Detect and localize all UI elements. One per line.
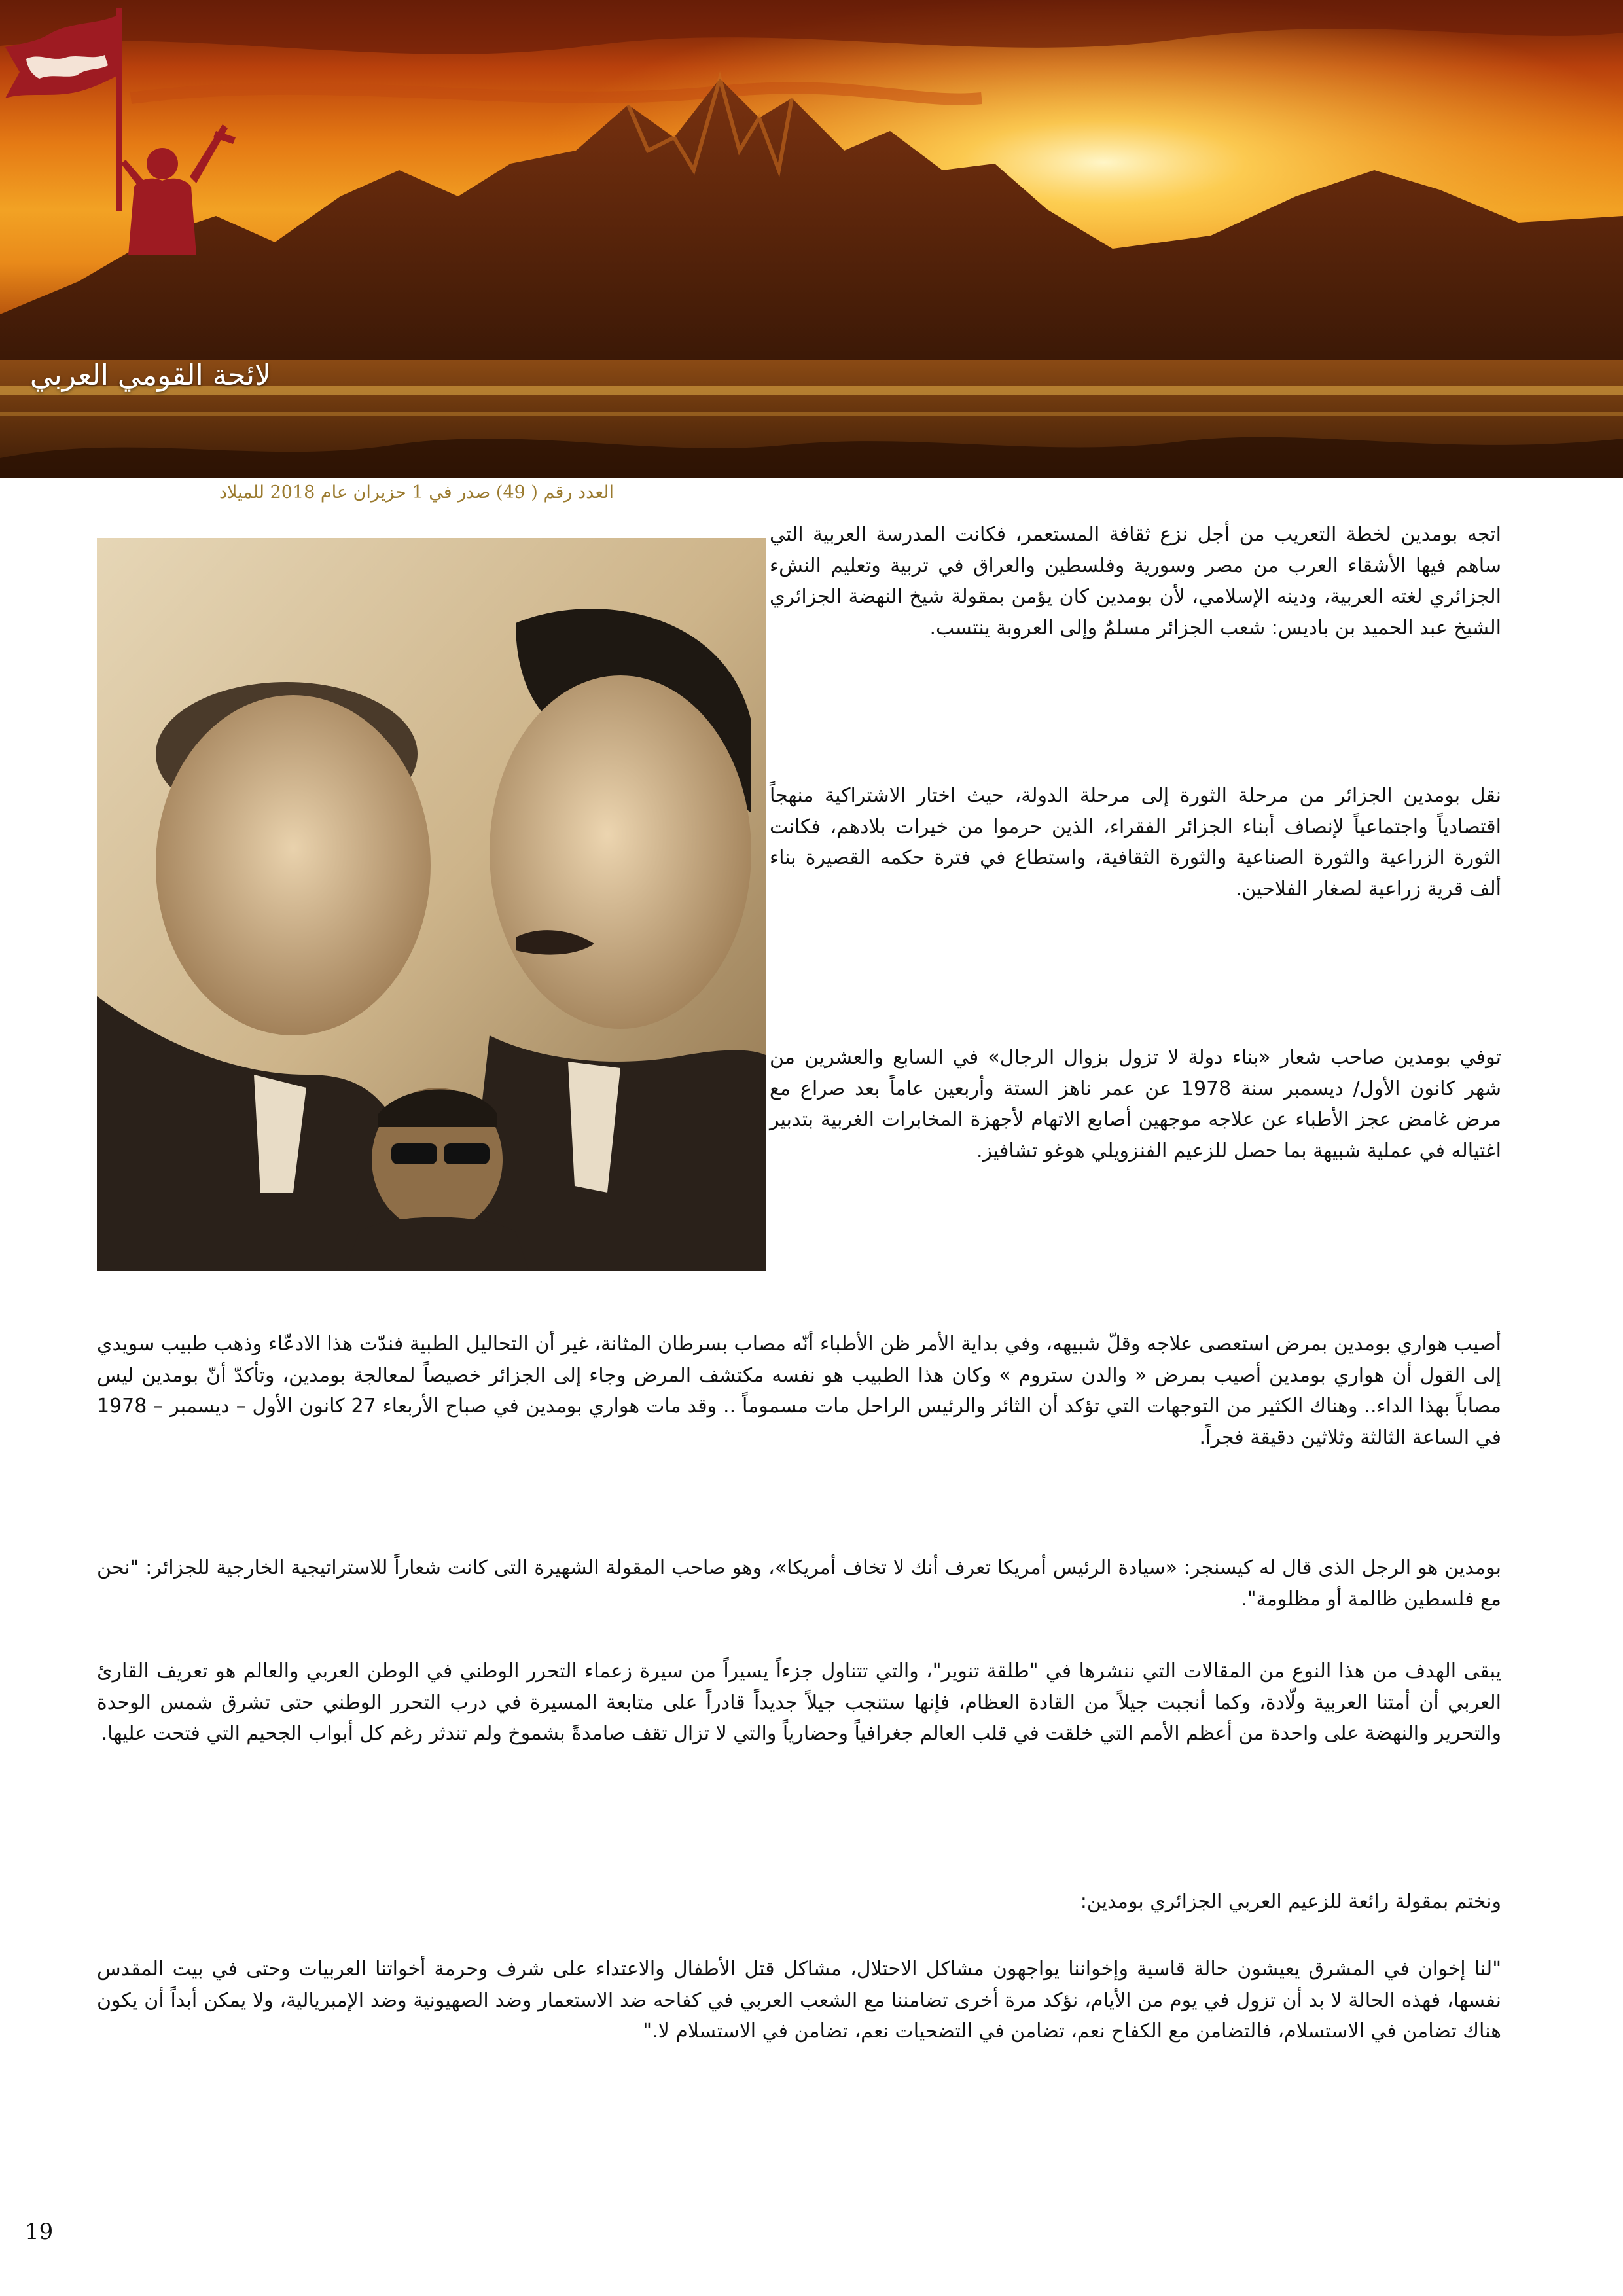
header-banner xyxy=(0,0,1623,478)
page-number: 19 xyxy=(25,2219,54,2245)
sepia-portrait-illustration xyxy=(97,538,766,1271)
flag-bearer-arab-map-logo xyxy=(0,0,262,262)
closing-quote: "لنا إخوان في المشرق يعيشون حالة قاسية وإخواننا يواجهون مشاكل الاحتلال، مشاكل قتل الأطفال والاعتداء على شرف وحرمة أخواتنا العربيات وحتى في بيت المقدس نفسها، فهذه الحالة لا بد أن تزول في يوم من الأيام، نؤكد مرة أخرى تضامننا مع الشعب العربي في كفاحه ضد الاستعمار وضد الصهيونية وضد الإمبريالية، ولا يمكن أبداً أن يكون هناك تضامن في الاستسلام، فالتضامن مع الكفاح نعم، تضامن في التضحيات نعم، تضامن في الاستسلام لا." xyxy=(97,1958,1501,2043)
article-paragraph-6: يبقى الهدف من هذا النوع من المقالات التي ننشرها في "طلقة تنوير"، والتي تتناول جزءاً يسيراً من سيرة زعماء التحرر الوطني في الوطن العربي والعالم هو تعريف القارئ العربي أن أمتنا العربية ولّادة، وكما أنجبت جيلاً من القادة العظام، فإنها ستنجب جيلاً جديداً قادراً على متابعة المسيرة في درب التحرر الوطني حتى تشرق شمس الوحدة والتحرير والنهضة على واحدة من أعظم الأمم التي خلقت في قلب العالم جغرافياً وحضارياً والتي لا تزال تقف صامدةً بشموخ ولم تندثر رغم كل أبواب الجحيم التي فتحت عليها. xyxy=(97,1660,1501,1745)
article-paragraph-2: نقل بومدين الجزائر من مرحلة الثورة إلى مرحلة الدولة، حيث اختار الاشتراكية منهجاً اقتصادياً واجتماعياً لإنصاف أبناء الجزائر الفقراء، الذين حرموا من خيرات بلادهم، فكانت الثورة الزراعية والثورة الصناعية والثورة الثقافية، واستطاع في فترة حكمه القصيرة بناء ألف قرية زراعية لصغار الفلاحين. xyxy=(770,784,1501,901)
article-paragraph-1: اتجه بومدين لخطة التعريب من أجل نزع ثقافة المستعمر، فكانت المدرسة العربية التي ساهم فيها الأشقاء العرب من مصر وسورية وفلسطين والعراق في تربية وتعليم النشء الجزائري لغته العربية، ودينه الإسلامي، لأن بومدين كان يؤمن بمقولة شيخ النهضة الجزائري الشيخ عبد الحميد بن باديس: شعب الجزائر مسلمٌ وإلى العروبة ينتسب. xyxy=(770,523,1501,639)
logo-title: لائحة القومي العربي xyxy=(29,359,272,392)
article-paragraph-3: توفي بومدين صاحب شعار «بناء دولة لا تزول بزوال الرجال» في السابع والعشرين من شهر كانون الأول/ ديسمبر سنة 1978 عن عمر ناهز الستة وأربعين عاماً بعد صراع مع مرض غامض عجز الأطباء عن علاجه موجهين أصابع الاتهام لأجهزة المخابرات الغربية بتدبير اغتياله في عملية شبيهة بما حصل للزعيم الفنزويلي هوغو تشافيز. xyxy=(770,1046,1502,1162)
article-paragraph-7: ونختم بمقولة رائعة للزعيم العربي الجزائري بومدين: xyxy=(1080,1890,1501,1913)
article-paragraph-4: أصيب هواري بومدين بمرض استعصى علاجه وقلّ شبيهه، وفي بداية الأمر ظن الأطباء أنّه مصاب بسرطان المثانة، غير أن التحاليل الطبية فندّت هذا الادعّاء وذهب طبيب سويدي إلى القول أن هواري بومدين أصيب بمرض « والدن ستروم » وكان هذا الطبيب هو نفسه مكتشف المرض وجاء إلى الجزائر خصيصاً لمعالجة بومدين، وتأكدّ أنّ بومدين ليس مصاباً بهذا الداء.. وهناك الكثير من التوجهات التي تؤكد أن الثائر والرئيس الراحل مات مسموماً .. وقد مات هواري بومدين في صباح الأربعاء 27 كانون الأول – ديسمبر – 1978 في الساعة الثالثة وثلاثين دقيقة فجراً. xyxy=(97,1333,1501,1449)
issue-line: العدد رقم ( 49) صدر في 1 حزيران عام 2018 للميلاد xyxy=(219,482,614,503)
historical-photo xyxy=(97,538,766,1271)
article-paragraph-5: بومدين هو الرجل الذى قال له كيسنجر: «سيادة الرئيس أمريكا تعرف أنك لا تخاف أمريكا»، وهو صاحب المقولة الشهيرة التى كانت شعاراً للاستراتيجية الخارجية للجزائر: "نحن مع فلسطين ظالمة أو مظلومة". xyxy=(97,1556,1501,1611)
